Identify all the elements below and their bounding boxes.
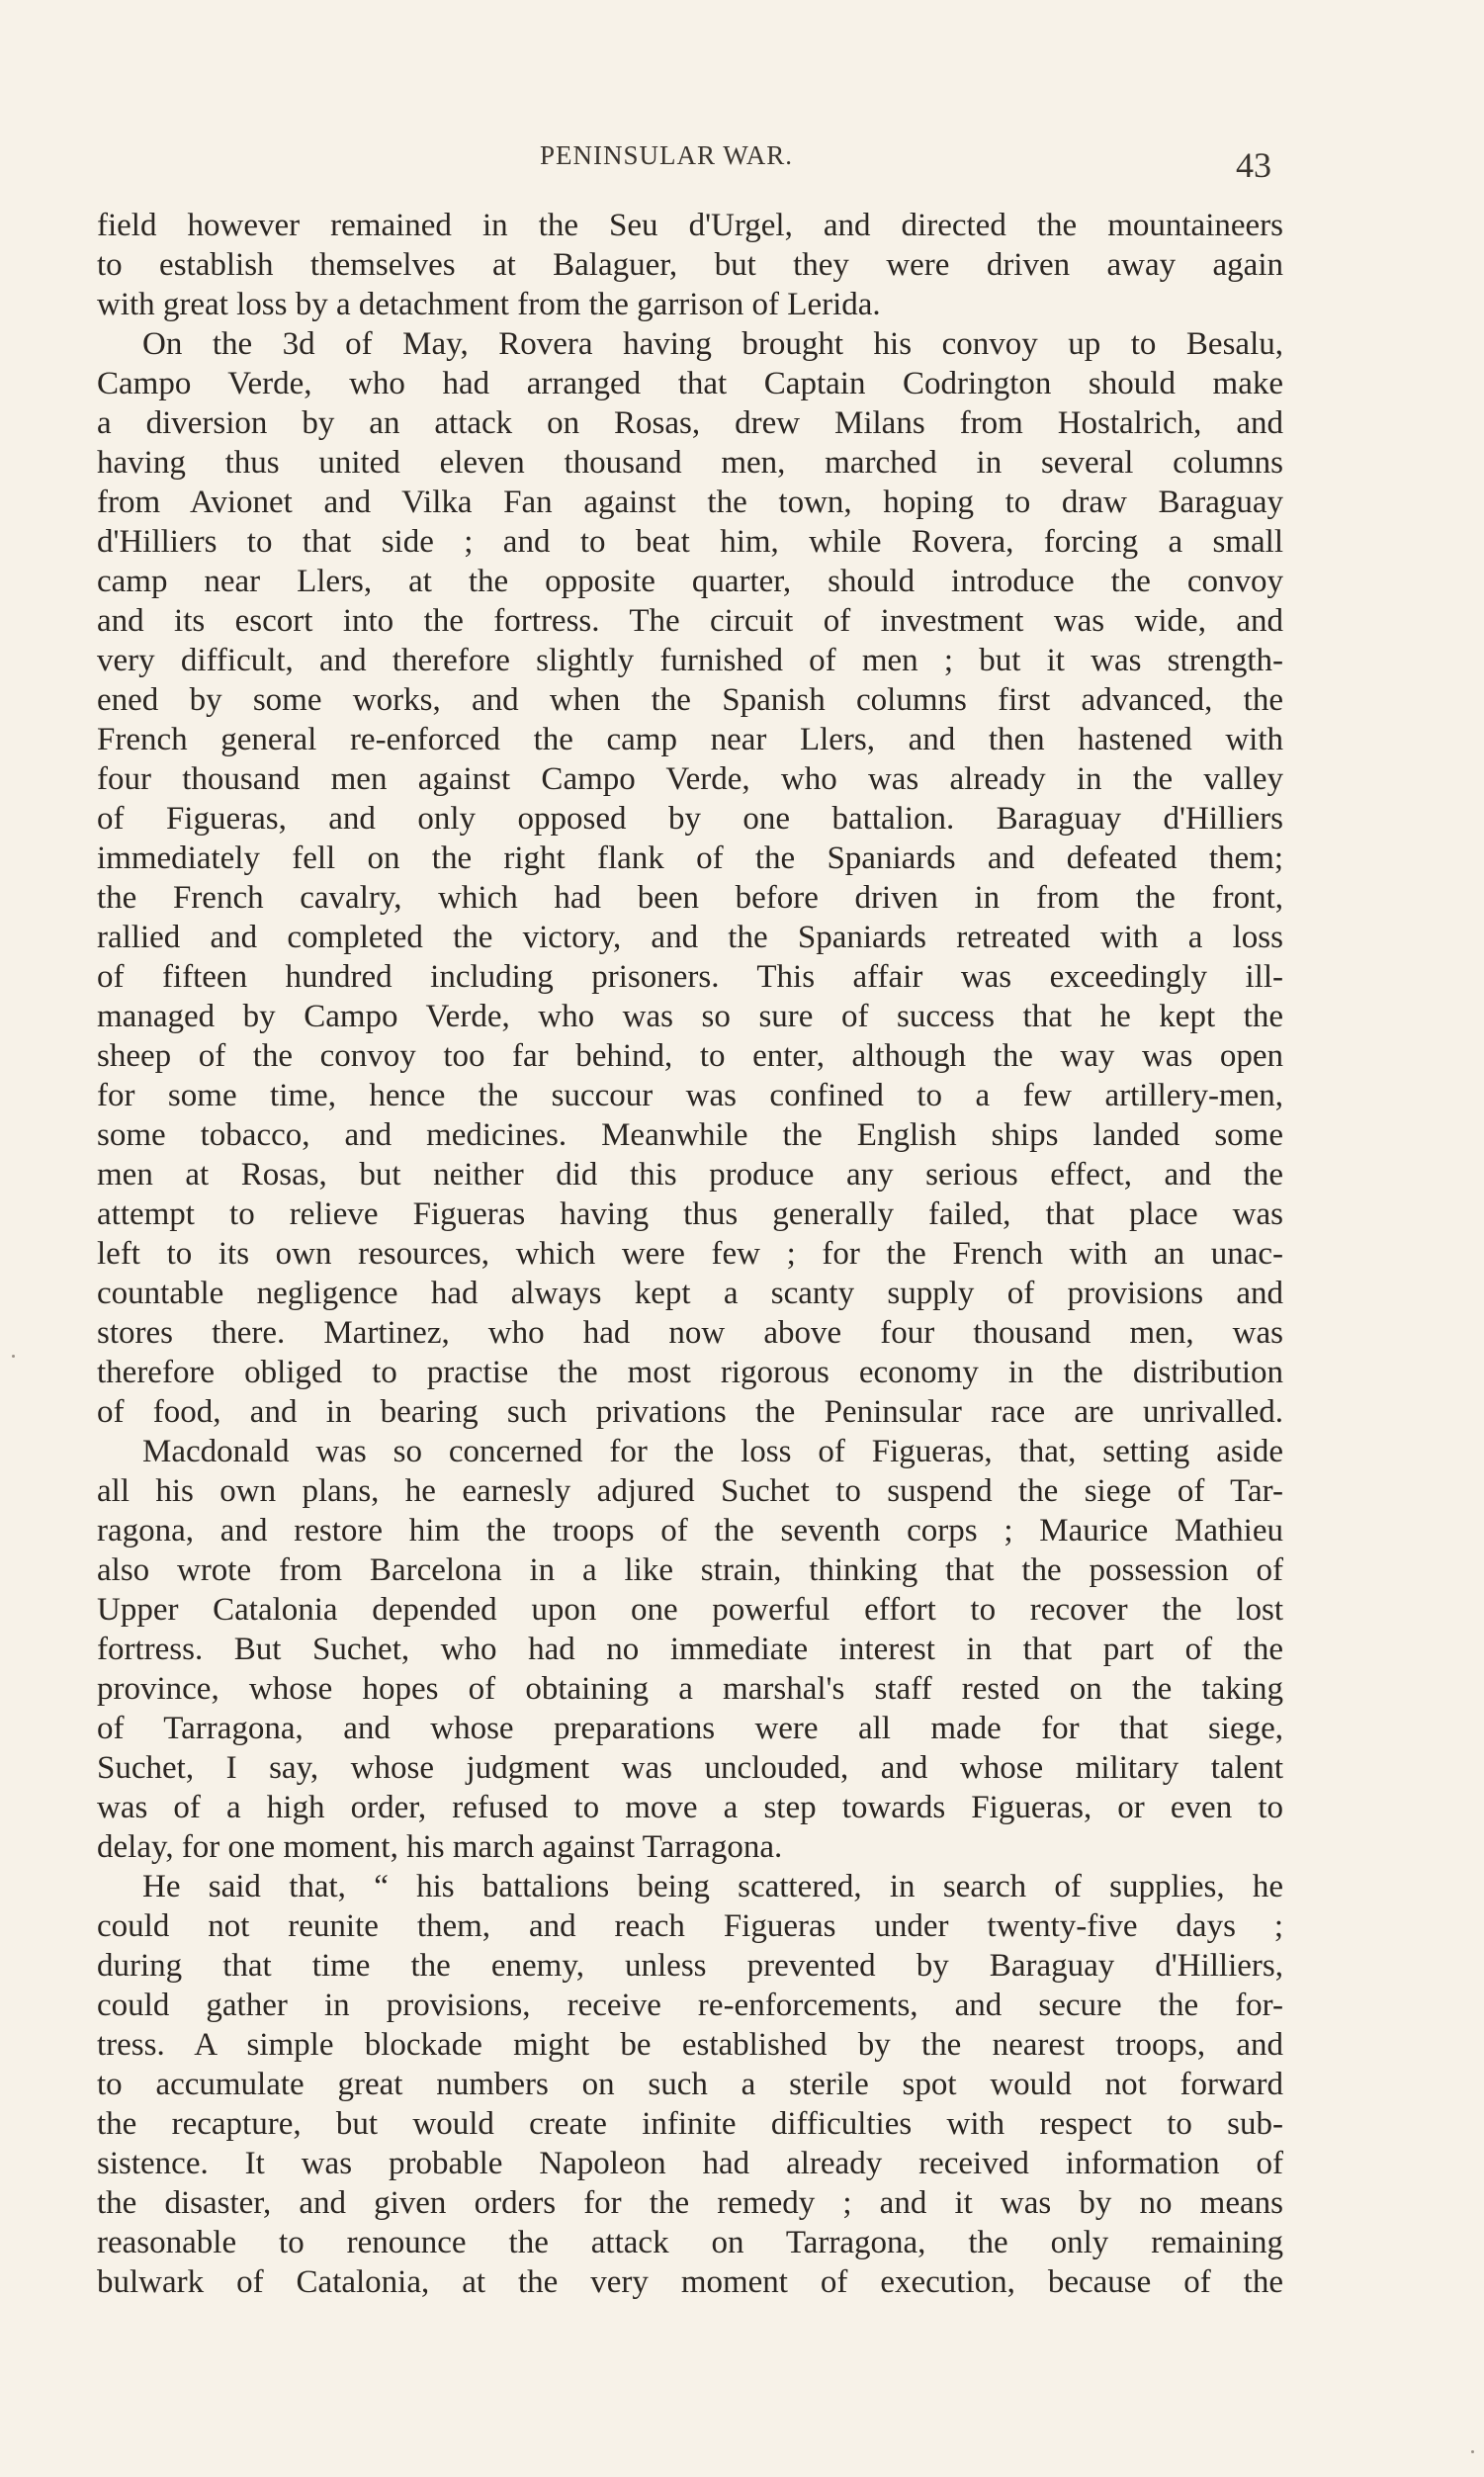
text-line: bulwark of Catalonia, at the very moment of execution, because of the	[97, 2264, 1283, 2300]
body-text	[97, 206, 1283, 2302]
text-line: from Avionet and Vilka Fan against the town, hoping to draw Baraguay	[97, 485, 1283, 520]
text-line: reasonable to renounce the attack on Tarragona, the only remaining	[97, 2225, 1283, 2260]
text-line: men at Rosas, but neither did this produce any serious effect, and the	[97, 1157, 1283, 1193]
text-line: ragona, and restore him the troops of the seventh corps ; Maurice Mathieu	[97, 1513, 1283, 1548]
running-head: PENINSULAR WAR.	[540, 140, 794, 170]
text-line: for some time, hence the succour was confined to a few artillery-men,	[97, 1078, 1283, 1113]
text-line: delay, for one moment, his march against Tarragona.	[97, 1829, 783, 1865]
text-line: He said that, “ his battalions being scattered, in search of supplies, he	[142, 1869, 1283, 1904]
text-line: was of a high order, refused to move a step towards Figueras, or even to	[97, 1790, 1283, 1825]
text-line: Campo Verde, who had arranged that Captain Codrington should make	[97, 366, 1283, 401]
text-line: during that time the enemy, unless prevented by Baraguay d'Hilliers,	[97, 1948, 1283, 1984]
text-line: immediately fell on the right flank of the Spaniards and defeated them;	[97, 840, 1283, 876]
text-line: of Tarragona, and whose preparations were all made for that siege,	[97, 1711, 1283, 1746]
text-line: tress. A simple blockade might be established by the nearest troops, and	[97, 2027, 1283, 2063]
text-line: sheep of the convoy too far behind, to enter, although the way was open	[97, 1038, 1283, 1074]
text-line: with great loss by a detachment from the garrison of Lerida.	[97, 287, 881, 322]
text-line: countable negligence had always kept a scanty supply of provisions and	[97, 1276, 1283, 1311]
text-line: some tobacco, and medicines. Meanwhile the English ships landed some	[97, 1117, 1283, 1153]
text-line: Macdonald was so concerned for the loss of Figueras, that, setting aside	[142, 1434, 1283, 1469]
text-line: French general re-enforced the camp near Llers, and then hastened with	[97, 722, 1283, 757]
text-line: four thousand men against Campo Verde, who was already in the valley	[97, 761, 1283, 797]
text-line: of food, and in bearing such privations the Peninsular race are unrivalled.	[97, 1394, 1283, 1430]
text-line: left to its own resources, which were few ; for the French with an unac-	[97, 1236, 1283, 1272]
text-line: On the 3d of May, Rovera having brought his convoy up to Besalu,	[142, 326, 1283, 362]
text-line: Upper Catalonia depended upon one powerful effort to recover the lost	[97, 1592, 1283, 1628]
text-line: very difficult, and therefore slightly furnished of men ; but it was strength-	[97, 643, 1283, 678]
text-line: stores there. Martinez, who had now above four thousand men, was	[97, 1315, 1283, 1351]
paper-speck	[12, 1355, 15, 1358]
text-line: of fifteen hundred including prisoners. This affair was exceedingly ill-	[97, 959, 1283, 995]
text-line: fortress. But Suchet, who had no immediate interest in that part of the	[97, 1632, 1283, 1667]
text-line: d'Hilliers to that side ; and to beat him, while Rovera, forcing a small	[97, 524, 1283, 560]
text-line: to establish themselves at Balaguer, but they were driven away again	[97, 247, 1283, 283]
text-line: of Figueras, and only opposed by one battalion. Baraguay d'Hilliers	[97, 801, 1283, 837]
text-line: camp near Llers, at the opposite quarter, should introduce the convoy	[97, 564, 1283, 599]
text-line: a diversion by an attack on Rosas, drew Milans from Hostalrich, and	[97, 405, 1283, 441]
text-line: field however remained in the Seu d'Urgel, and directed the mountaineers	[97, 208, 1283, 243]
text-line: also wrote from Barcelona in a like strain, thinking that the possession of	[97, 1552, 1283, 1588]
text-line: rallied and completed the victory, and the Spaniards retreated with a loss	[97, 920, 1283, 955]
paper-speck	[1471, 2450, 1474, 2453]
text-line: the disaster, and given orders for the remedy ; and it was by no means	[97, 2185, 1283, 2221]
text-line: to accumulate great numbers on such a sterile spot would not forward	[97, 2067, 1283, 2102]
text-line: ened by some works, and when the Spanish columns first advanced, the	[97, 682, 1283, 718]
text-line: having thus united eleven thousand men, marched in several columns	[97, 445, 1283, 481]
text-line: could not reunite them, and reach Figueras under twenty-five days ;	[97, 1908, 1283, 1944]
text-line: Suchet, I say, whose judgment was unclouded, and whose military talent	[97, 1750, 1283, 1786]
text-line: could gather in provisions, receive re-enforcements, and secure the for-	[97, 1988, 1283, 2023]
text-line: all his own plans, he earnesly adjured Suchet to suspend the siege of Tar-	[97, 1473, 1283, 1509]
text-line: the recapture, but would create infinite difficulties with respect to sub-	[97, 2106, 1283, 2142]
page-number: 43	[1236, 145, 1271, 185]
text-line: province, whose hopes of obtaining a marshal's staff rested on the taking	[97, 1671, 1283, 1707]
text-line: sistence. It was probable Napoleon had already received information of	[97, 2146, 1283, 2181]
text-line: therefore obliged to practise the most rigorous economy in the distribution	[97, 1355, 1283, 1390]
text-line: the French cavalry, which had been before driven in from the front,	[97, 880, 1283, 916]
text-line: managed by Campo Verde, who was so sure of success that he kept the	[97, 999, 1283, 1034]
text-line: attempt to relieve Figueras having thus generally failed, that place was	[97, 1196, 1283, 1232]
text-line: and its escort into the fortress. The circuit of investment was wide, and	[97, 603, 1283, 639]
